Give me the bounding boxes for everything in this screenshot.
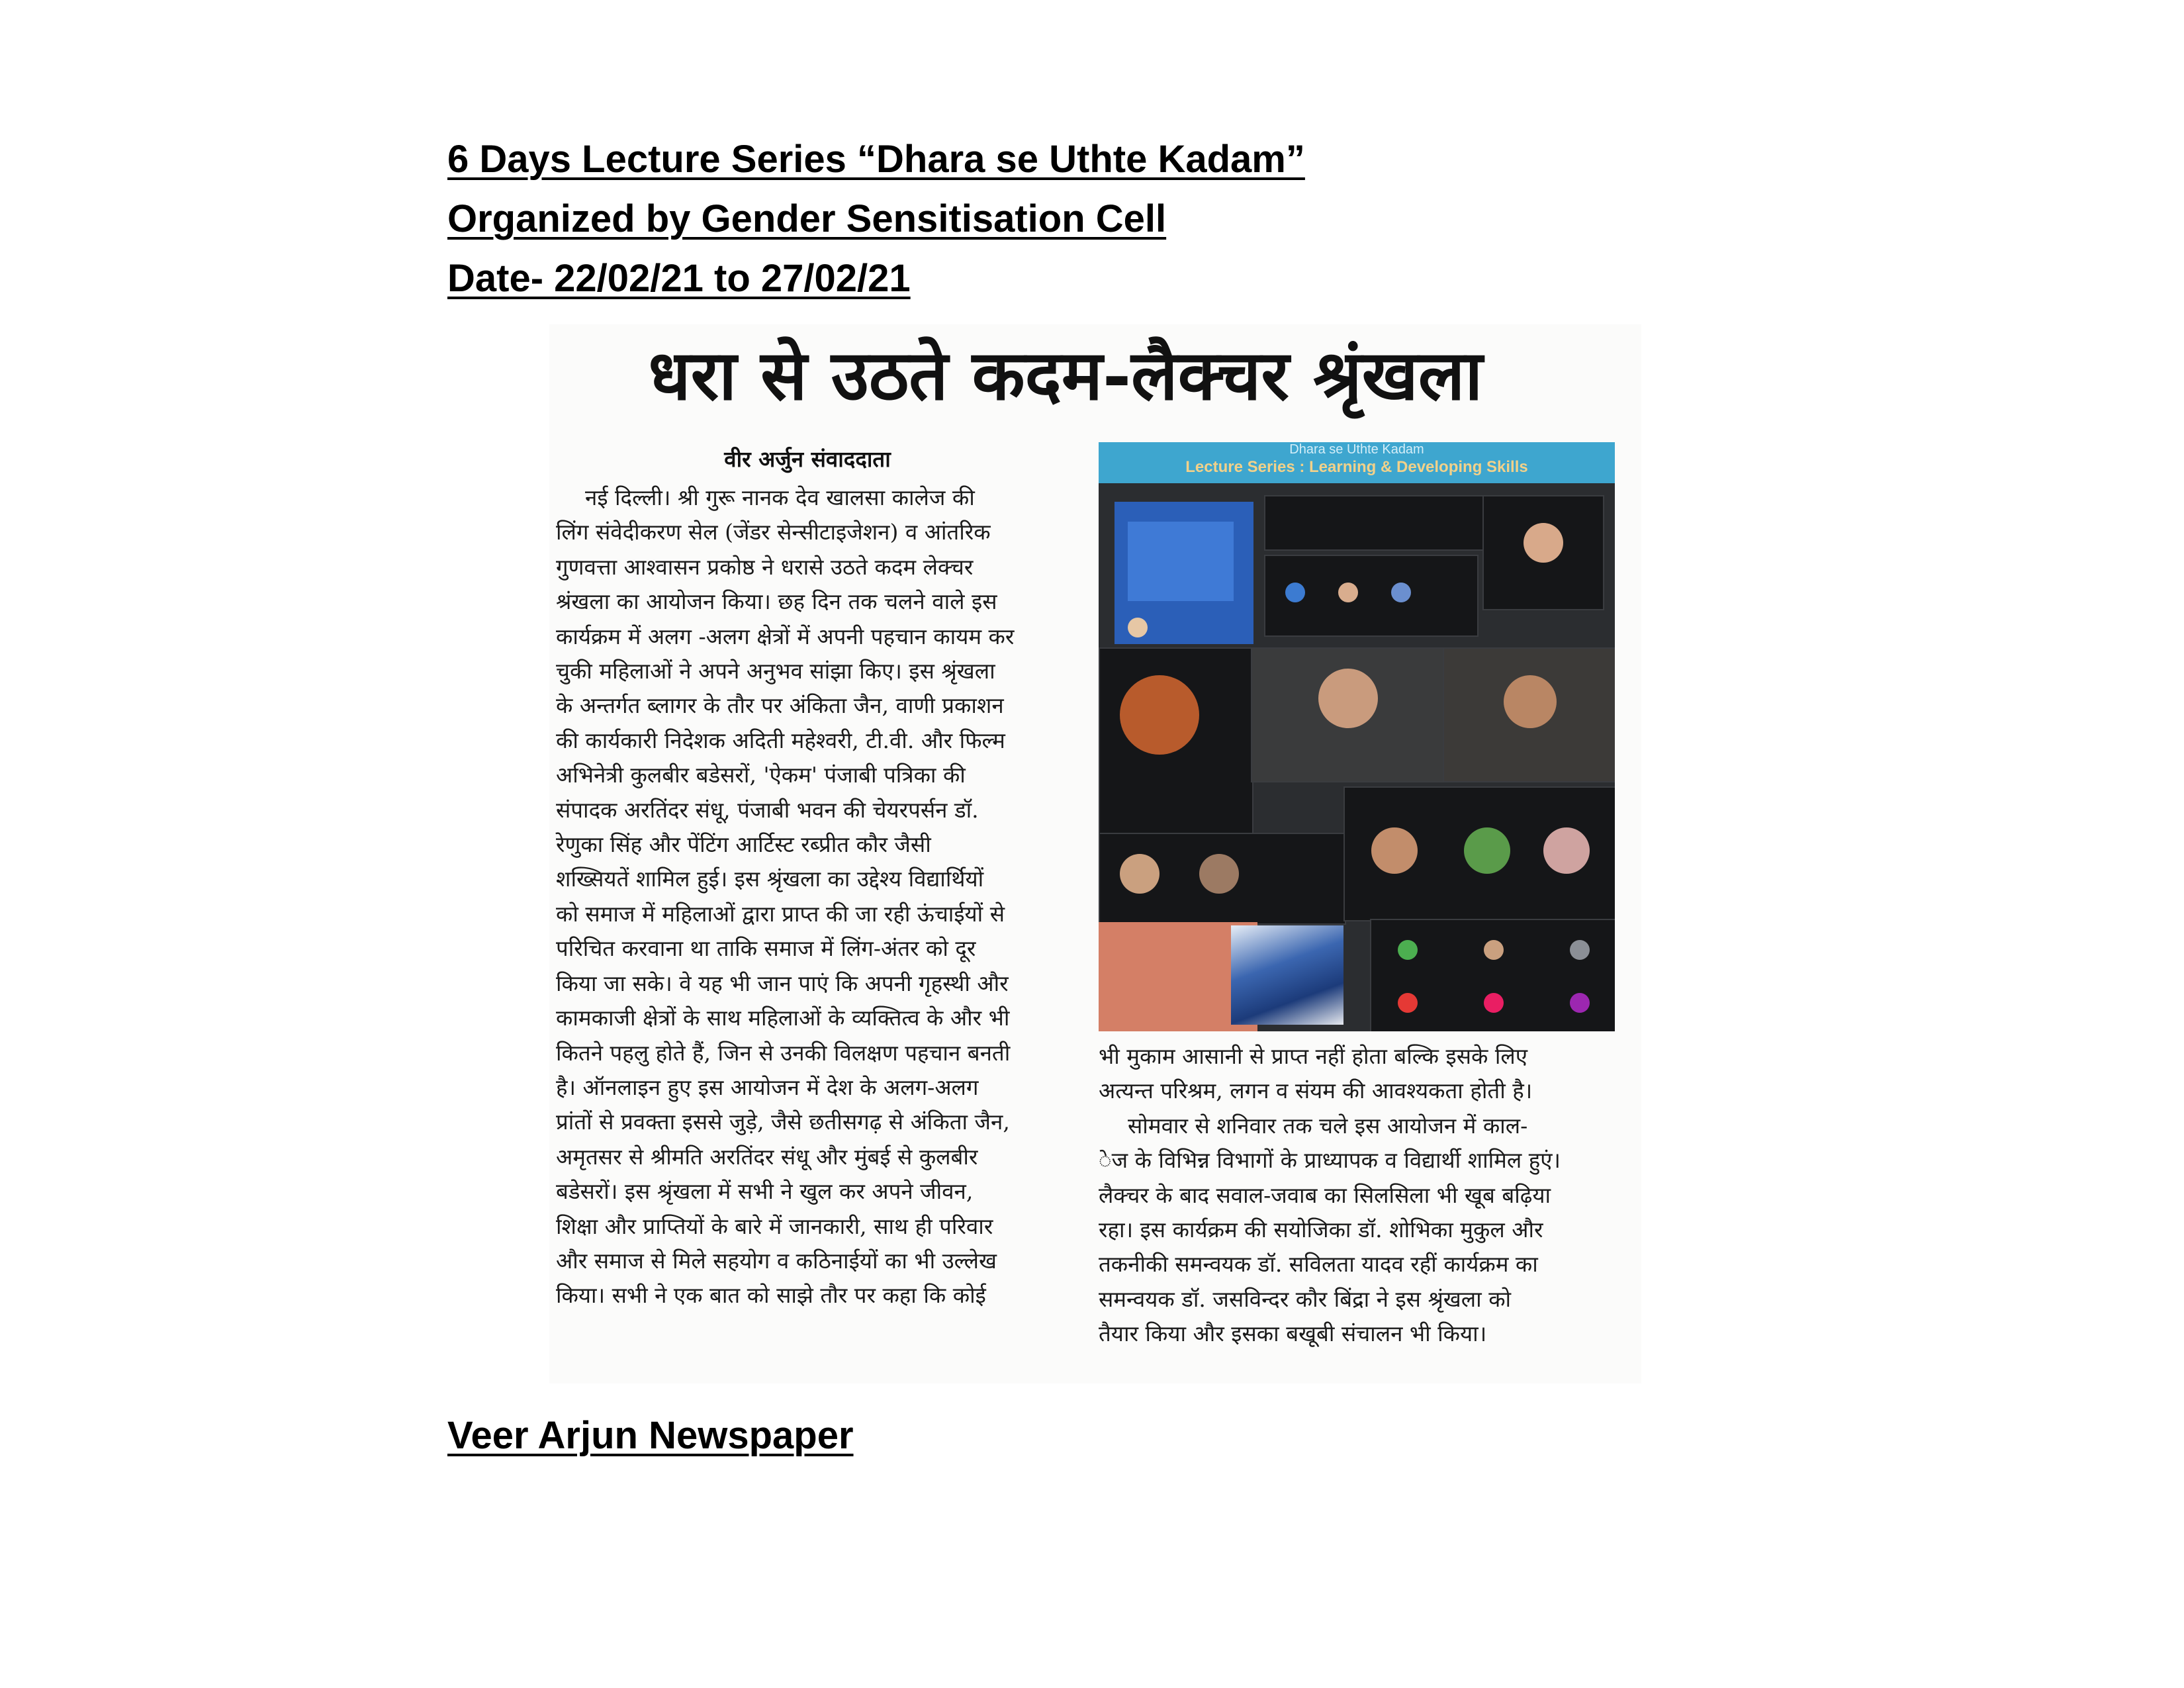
video-conference-screenshot [1099,442,1615,1031]
article-line: कार्यक्रम में अलग -अलग क्षेत्रों में अपनी पहचान कायम कर [556,623,1015,649]
article-line: भी मुकाम आसानी से प्राप्त नहीं होता बल्कि इसके लिए [1099,1043,1528,1069]
participant-avatar [1504,675,1557,728]
wave-painting [1231,925,1343,1025]
participant-avatar [1371,827,1418,874]
article-line: तैयार किया और इसका बखूबी संचालन भी किया। [1099,1321,1487,1347]
article-line: किया जा सके। वे यह भी जान पाएं कि अपनी गृहस्थी और [556,970,1009,996]
participant-avatar [1570,940,1590,960]
participant-avatar [1398,993,1418,1013]
participant-avatar [1524,523,1563,563]
article-line: कितने पहलु होते हैं, जिन से उनकी विलक्षण पहचान बनती [556,1039,1011,1066]
article-line: परिचित करवाना था ताकि समाज में लिंग-अंतर को दूर [556,935,976,962]
article-line: अत्यन्त परिश्रम, लगन व संयम की आवश्यकता होती है। [1099,1078,1533,1104]
participant-avatar [1484,940,1504,960]
article-line: शख्सियतें शामिल हुई। इस श्रृंखला का उद्देश्य विद्यार्थियों [556,866,984,892]
article-line: अमृतसर से श्रीमति अरतिंदर संधू और मुंबई से कुलबीर [556,1143,978,1170]
participant-tile [1370,919,1615,1031]
article-line: को समाज में महिलाओं द्वारा प्राप्त की जा रही ऊंचाईयों से [556,900,1005,927]
slide-content [1128,522,1234,601]
participant-tile [1343,786,1615,921]
participant-tile [1099,833,1346,925]
article-line: की कार्यकारी निदेशक अदिती महेश्वरी, टी.वी. और फिल्म [556,727,1005,753]
participant-avatar [1391,583,1411,602]
article-line: लिंग संवेदीकरण सेल (जेंडर सेन्सीटाइजेशन) व आंतरिक [556,519,991,545]
participant-tile [1251,647,1445,782]
date-line: Date- 22/02/21 to 27/02/21 [447,257,911,300]
article-line: प्रांतों से प्रवक्ता इससे जुड़े, जैसे छतीसगढ़ से अंकिता जैन, [556,1109,1010,1135]
article-line: सोमवार से शनिवार तक चले इस आयोजन में काल- [1128,1112,1528,1139]
article-left-column [556,481,1066,1313]
article-line: रेणुका सिंह और पेंटिंग आर्टिस्ट रब्प्रीत कौर जैसी [556,831,931,858]
clipping-headline: धरा से उठते कदम-लैक्चर श्रृंखला [648,334,1483,416]
article-line: अभिनेत्री कुलबीर बडेसरों, 'ऐकम' पंजाबी पत्रिका की [556,762,966,788]
organizer-line: Organized by Gender Sensitisation Cell [447,197,1167,240]
article-line: है। ऑनलाइन हुए इस आयोजन में देश के अलग-अलग [556,1074,979,1100]
article-line: किया। सभी ने एक बात को साझे तौर पर कहा कि कोई [556,1282,986,1309]
newspaper-clipping [549,324,1641,1383]
article-line: नई दिल्ली। श्री गुरू नानक देव खालसा कालेज की [585,485,975,510]
participant-avatar [1398,940,1418,960]
article-line: रहा। इस कार्यक्रम की सयोजिका डॉ. शोभिका मुकुल और [1099,1217,1543,1243]
article-line: गुणवत्ता आश्वासन प्रकोष्ठ ने धरासे उठते कदम लेक्चर [556,553,974,580]
conference-banner-subtitle: Lecture Series : Learning & Developing Skills [1185,458,1528,476]
article-line: श्रंखला का आयोजन किया। छह दिन तक चलने वाले इस [556,588,997,615]
clipping-byline: वीर अर्जुन संवाददाता [724,446,891,472]
article-line: के अन्तर्गत ब्लागर के तौर पर अंकिता जैन, वाणी प्रकाशन [556,692,1004,719]
lecture-series-title: 6 Days Lecture Series “Dhara se Uthte Kadam” [447,138,1305,181]
slide-avatar [1128,618,1148,637]
article-line: चुकी महिलाओं ने अपने अनुभव सांझा किए। इस श्रृंखला [556,658,995,684]
article-right-column [1099,1039,1615,1352]
participant-avatar [1464,827,1510,874]
participant-avatar [1120,854,1160,894]
conference-banner-title: Dhara se Uthte Kadam [1289,442,1424,457]
participant-avatar [1570,993,1590,1013]
participant-avatar [1318,669,1378,728]
participant-tile [1443,647,1615,782]
participant-avatar [1120,675,1199,755]
newspaper-source: Veer Arjun Newspaper [447,1414,854,1457]
article-line: और समाज से मिले सहयोग व कठिनाईयों का भी उल्लेख [556,1247,997,1274]
article-line: समन्वयक डॉ. जसविन्दर कौर बिंद्रा ने इस श्रृंखला को [1099,1286,1512,1312]
participant-tile [1264,555,1479,637]
article-line: संपादक अरतिंदर संधू, पंजाबी भवन की चेयरपर्सन डॉ. [556,796,979,823]
participant-tile [1099,647,1253,835]
article-line: शिक्षा और प्राप्तियों के बारे में जानकारी, साथ ही परिवार [556,1213,993,1239]
participant-avatar [1484,993,1504,1013]
participant-avatar [1338,583,1358,602]
article-line: ेज के विभिन्न विभागों के प्राध्यापक व विद्यार्थी शामिल हुएं। [1099,1147,1561,1174]
participant-avatar [1199,854,1239,894]
article-line: तकनीकी समन्वयक डॉ. सविलता यादव रहीं कार्यक्रम का [1099,1251,1538,1278]
participant-avatar [1285,583,1305,602]
article-line: बडेसरों। इस श्रृंखला में सभी ने खुल कर अपने जीवन, [556,1178,974,1205]
participant-avatar [1543,827,1590,874]
participant-tile [1264,495,1485,551]
shared-slide [1115,502,1253,644]
article-line: लैक्चर के बाद सवाल-जवाब का सिलसिला भी खूब बढ़िया [1099,1182,1551,1208]
article-line: कामकाजी क्षेत्रों के साथ महिलाओं के व्यक्तित्व के और भी [556,1005,1010,1031]
participant-tile [1482,495,1604,610]
